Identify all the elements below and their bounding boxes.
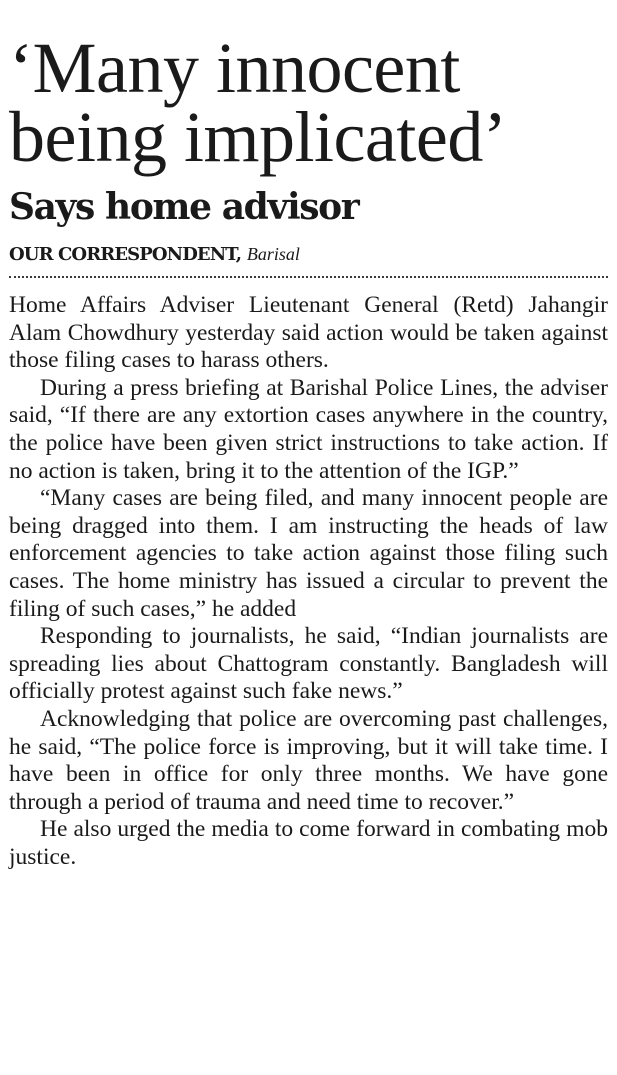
dotted-divider — [9, 276, 608, 278]
paragraph: Home Affairs Adviser Lieutenant General (Retd) Jahangir Alam Chowdhury yesterday said action would be taken against those filing cases to harass others. — [9, 292, 608, 374]
byline — [9, 243, 608, 266]
article-body — [9, 292, 608, 871]
paragraph: He also urged the media to come forward in combating mob justice. — [9, 816, 608, 870]
paragraph: “Many cases are being filed, and many innocent people are being dragged into them. I am instructing the heads of law enforcement agencies to take action against those filing such cases. The home ministry has issued a circular to prevent the filing of such cases,” he added — [9, 485, 608, 622]
paragraph: Acknowledging that police are overcoming past challenges, he said, “The police force is improving, but it will take time. I have been in office for only three months. We have gone through a period of trauma and need time to recover.” — [9, 705, 608, 815]
headline-line-2: being implicated’ — [9, 97, 507, 177]
headline — [9, 0, 608, 177]
subheadline: Says home advisor — [9, 186, 359, 228]
paragraph: During a press briefing at Barishal Police Lines, the adviser said, “If there are any extortion cases anywhere in the country, the police have been given strict instructions to take action. If no action is taken, bring it to the attention of the IGP.” — [9, 374, 608, 484]
byline-author: OUR CORRESPONDENT, — [9, 244, 242, 265]
news-article — [9, 0, 608, 871]
headline-line-1: ‘Many innocent — [9, 28, 460, 108]
byline-location: Barisal — [246, 244, 300, 264]
paragraph: Responding to journalists, he said, “Indian journalists are spreading lies about Chattogram constantly. Bangladesh will officially protest against such fake news.” — [9, 623, 608, 705]
